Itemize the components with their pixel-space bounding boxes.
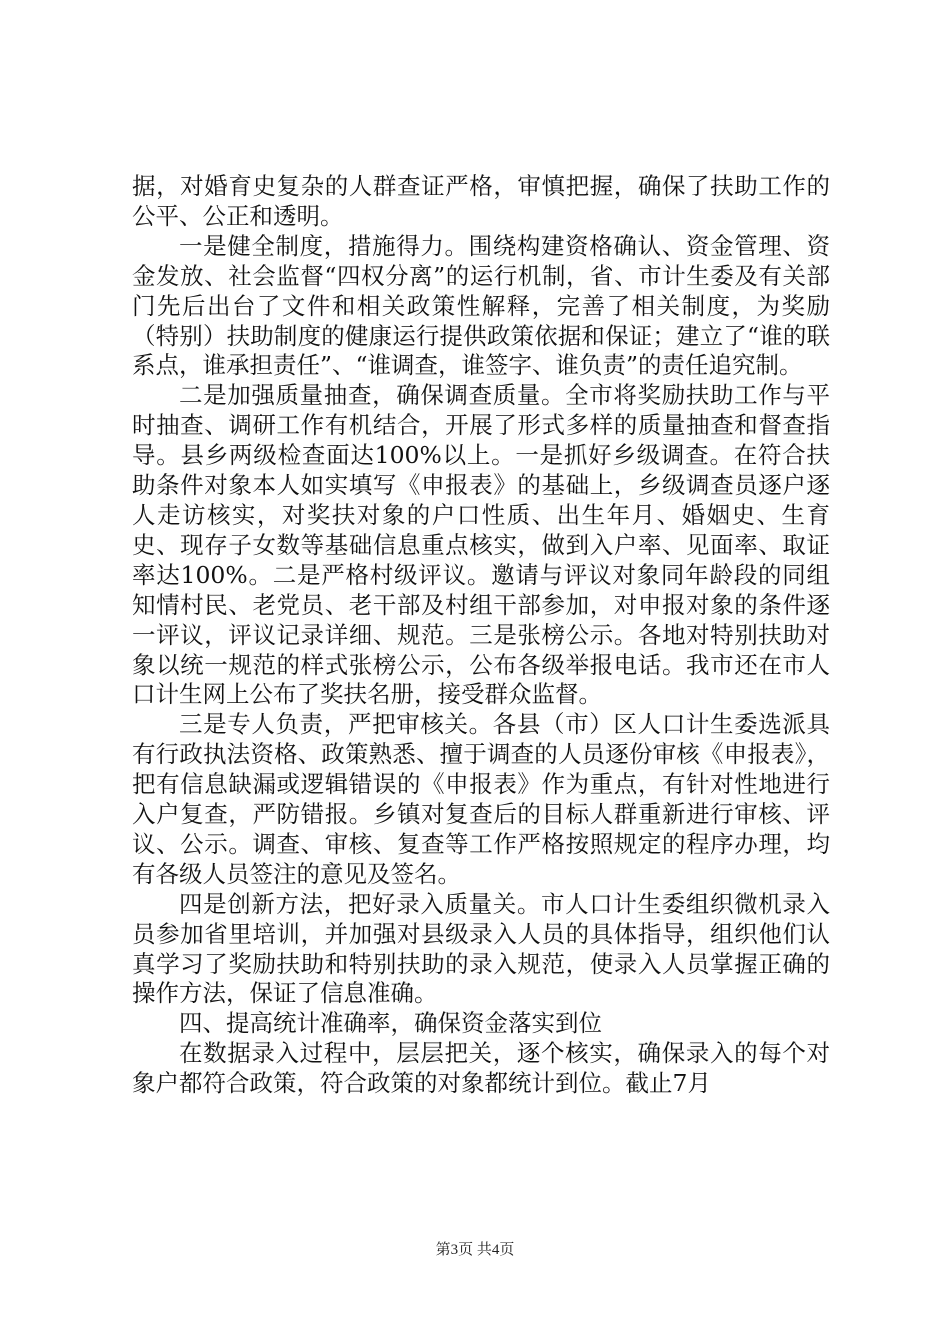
- document-body: [132, 172, 830, 1099]
- section-heading: 四、提高统计准确率，确保资金落实到位: [179, 1009, 602, 1038]
- paragraph-review: 三是专人负责，严把审核关。各县（市）区人口计生委选派具有行政执法资格、政策熟悉、擅于调查的人员逐份审核《申报表》，把有信息缺漏或逻辑错误的《申报表》作为重点，有针对性地进行入户复查，严防错报。乡镇对复查后的目标人群重新进行审核、评议、公示。调查、审核、复查等工作严格按照规定的程序办理，均有各级人员签注的意见及签名。: [132, 710, 830, 888]
- paragraph-system-building: 一是健全制度，措施得力。围绕构建资格确认、资金管理、资金发放、社会监督“四权分离”的运行机制，省、市计生委及有关部门先后出台了文件和相关政策性解释，完善了相关制度，为奖励（特别）扶助制度的健康运行提供政策依据和保证；建立了“谁的联系点，谁承担责任”、“谁调查，谁签字、谁负责”的责任追究制。: [132, 231, 830, 380]
- paragraph-quality-check: 二是加强质量抽查，确保调查质量。全市将奖励扶助工作与平时抽查、调研工作有机结合，开展了形式多样的质量抽查和督查指导。县乡两级检查面达100%以上。一是抓好乡级调查。在符合扶助条件对象本人如实填写《申报表》的基础上，乡级调查员逐户逐人走访核实，对奖扶对象的户口性质、出生年月、婚姻史、生育史、现存子女数等基础信息重点核实，做到入户率、见面率、取证率达100%。二是严格村级评议。邀请与评议对象同年龄段的同组知情村民、老党员、老干部及村组干部参加，对申报对象的条件逐一评议，评议记录详细、规范。三是张榜公示。各地对特别扶助对象以统一规范的样式张榜公示，公布各级举报电话。我市还在市人口计生网上公布了奖扶名册，接受群众监督。: [132, 381, 830, 709]
- paragraph-statistics: 在数据录入过程中，层层把关，逐个核实，确保录入的每个对象户都符合政策，符合政策的对象都统计到位。截止7月: [132, 1039, 830, 1098]
- paragraph-continuation: 据，对婚育史复杂的人群查证严格，审慎把握，确保了扶助工作的公平、公正和透明。: [132, 172, 830, 230]
- paragraph-data-entry: 四是创新方法，把好录入质量关。市人口计生委组织微机录入员参加省里培训，并加强对县级录入人员的具体指导，组织他们认真学习了奖励扶助和特别扶助的录入规范，使录入人员掌握正确的操作方法，保证了信息准确。: [132, 889, 830, 1008]
- page-number-footer: 第3页 共4页: [435, 1242, 515, 1258]
